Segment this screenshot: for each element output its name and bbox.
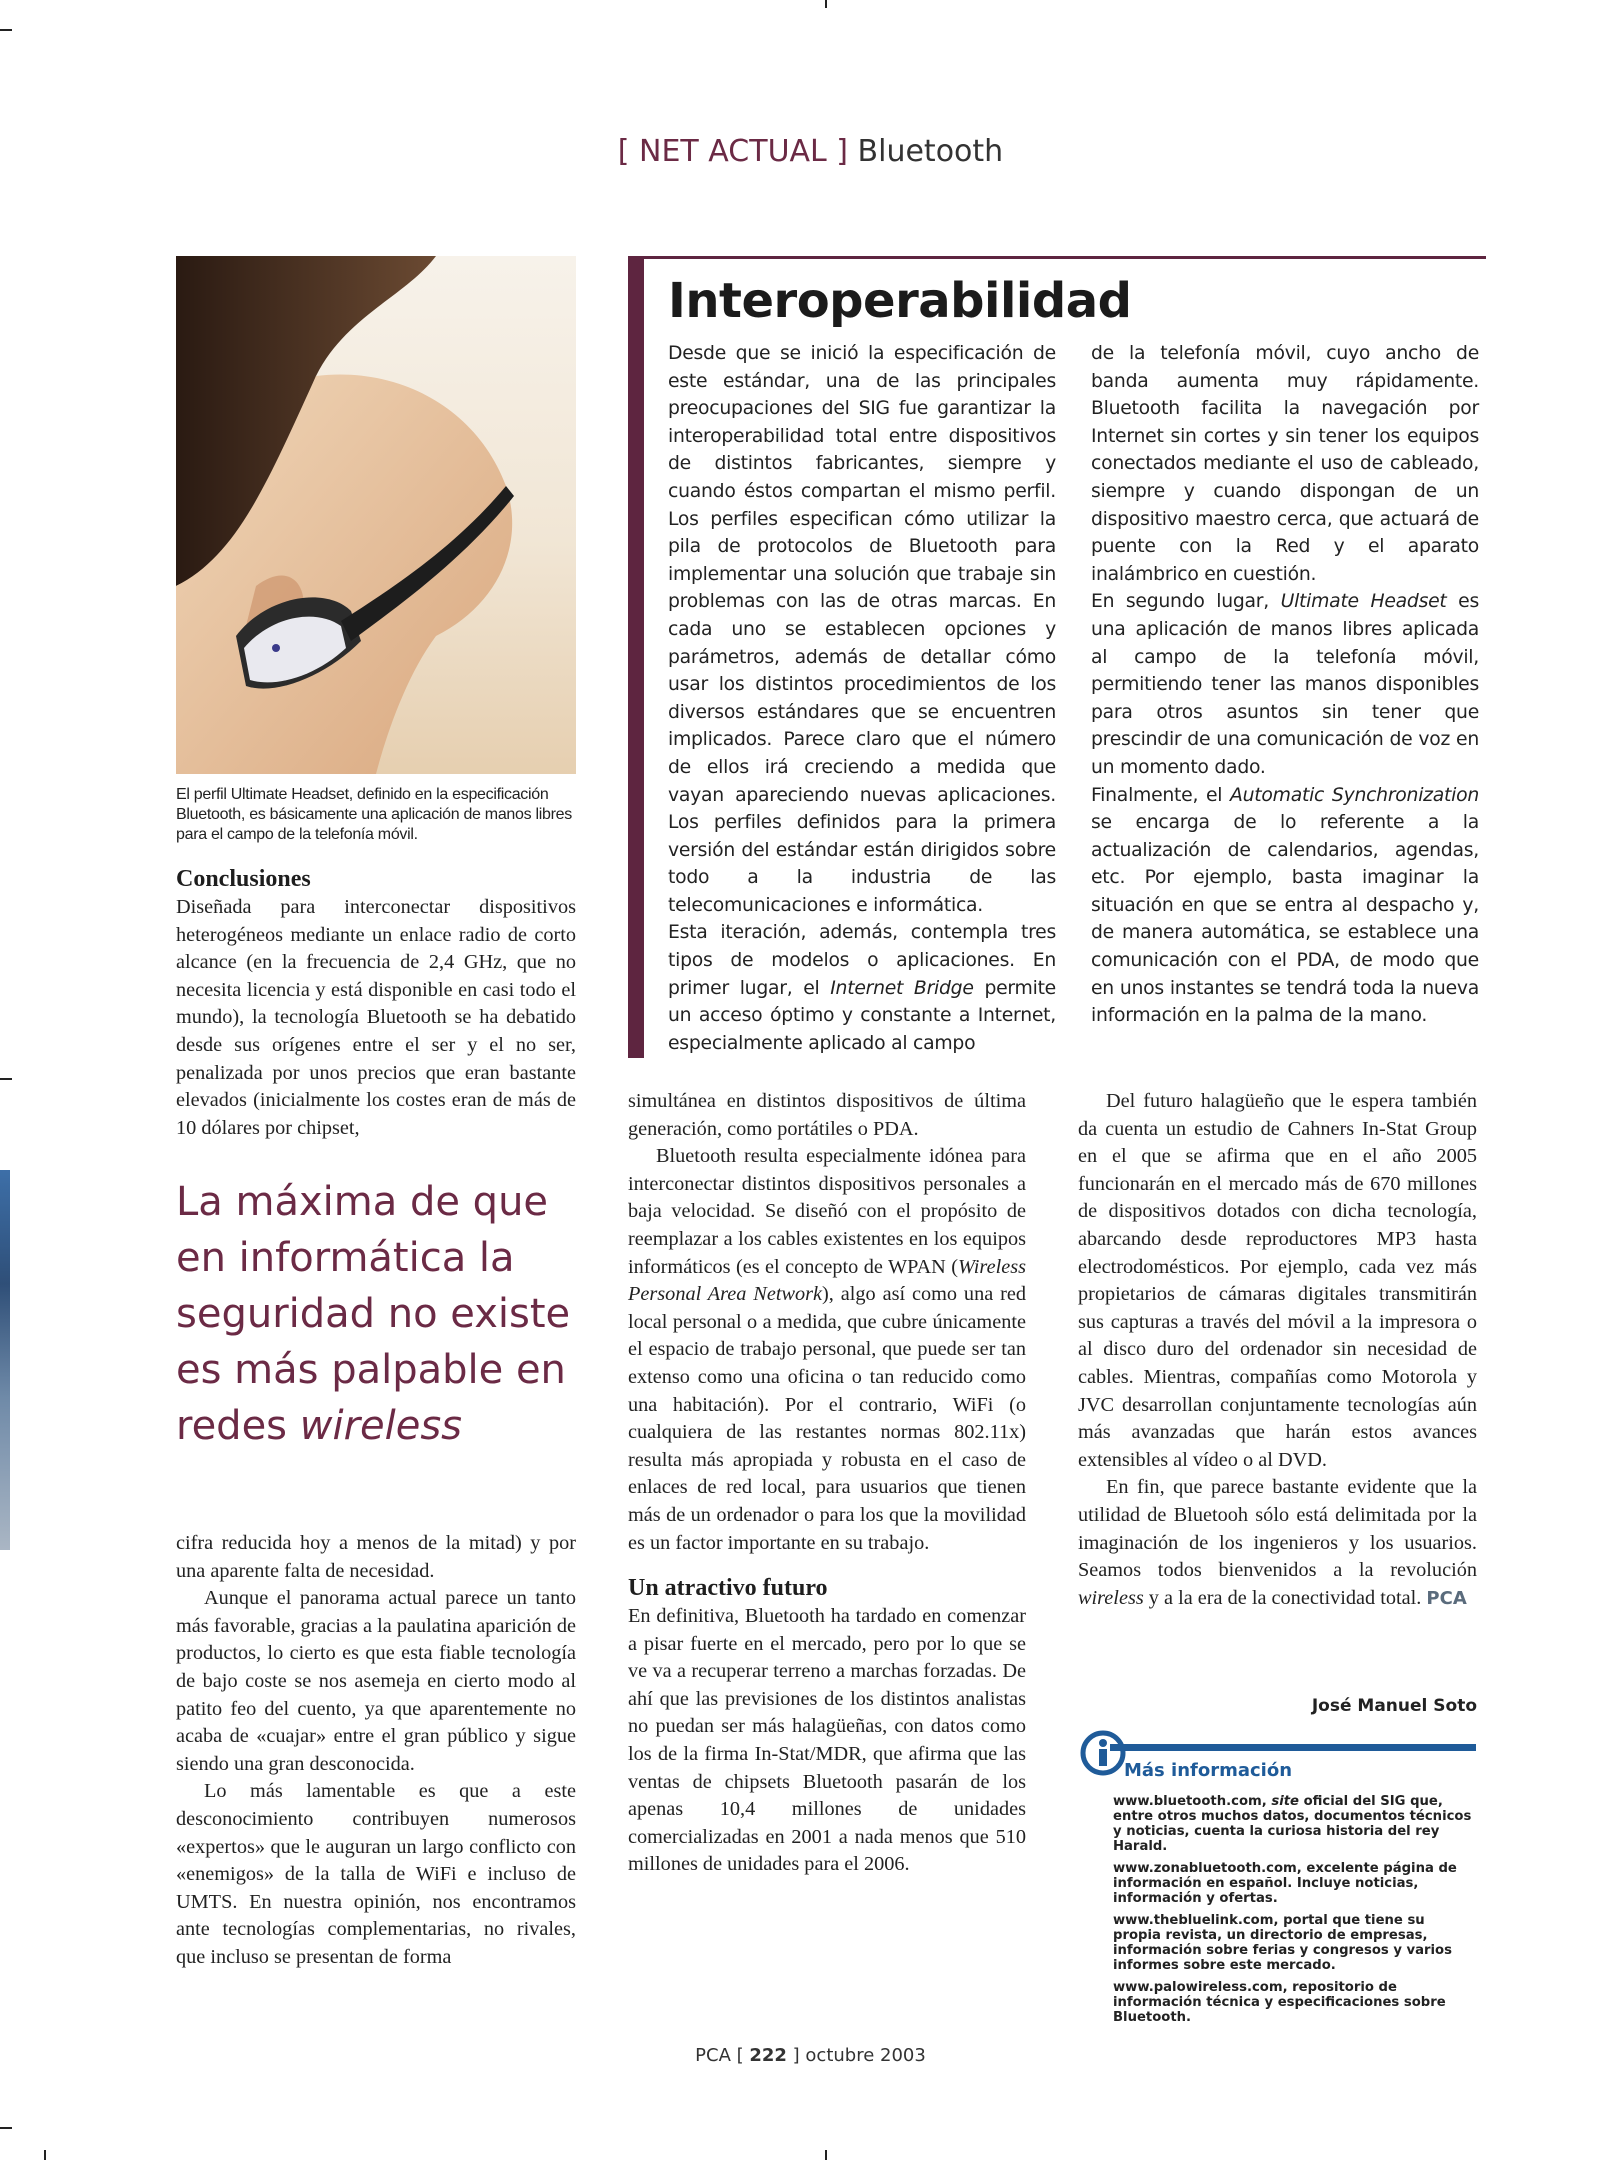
info-box bbox=[1080, 1730, 1126, 1781]
text: es una aplicación de manos libres aplicada al campo de la telefonía móvil, permitiendo tener las manos disponibles para otros asuntos sin tener que prescindir de una comunicación de voz en un momento dado. bbox=[1091, 591, 1480, 778]
futuro-heading: Un atractivo futuro bbox=[628, 1575, 828, 1602]
info-icon bbox=[1080, 1730, 1126, 1776]
section-header bbox=[0, 134, 1621, 169]
paragraph bbox=[1091, 588, 1479, 781]
crop-mark bbox=[0, 29, 12, 31]
footer-magazine: PCA bbox=[695, 2045, 731, 2066]
info-item bbox=[1113, 1794, 1473, 1854]
footer-date: octubre 2003 bbox=[805, 2045, 926, 2066]
end-mark: PCA bbox=[1426, 1587, 1467, 1609]
info-title: Más información bbox=[1124, 1760, 1293, 1781]
text: Bluetooth resulta especialmente idónea para interconectar distintos dispositivos personales a baja velocidad. Se diseñó con el propósito de reemplazar a los cables existentes en los equipos informáticos (es el concepto de WPAN ( bbox=[628, 1145, 1026, 1278]
text: Esta iteración, además, contempla tres tipos de modelos o aplicaciones. En primer lugar, el bbox=[668, 922, 1056, 999]
right-column bbox=[1078, 1088, 1477, 1612]
paragraph bbox=[668, 919, 1056, 1057]
paragraph: simultánea en distintos dispositivos de última generación, como portátiles o PDA. bbox=[628, 1090, 1026, 1140]
section-name: [ NET ACTUAL ] bbox=[617, 134, 848, 169]
text: oficial del SIG que, entre otros muchos datos, documentos técnicos y noticias, cuenta la curiosa historia del rey Harald. bbox=[1113, 1794, 1472, 1854]
paragraph: Aunque el panorama actual parece un tanto más favorable, gracias a la paulatina aparición de productos, lo cierto es que esta fiable tecnología de bajo coste se nos asemeja en cierto modo al patito feo del cuento, ya que aparentemente no acaba de «cuajar» entre el gran público y sigue siendo una gran desconocida. bbox=[176, 1587, 576, 1775]
emphasis: site bbox=[1271, 1794, 1299, 1809]
crop-mark bbox=[825, 0, 827, 8]
text: www.bluetooth.com, bbox=[1113, 1794, 1272, 1809]
crop-mark bbox=[825, 2150, 827, 2160]
emphasis: Wireless Personal Area Network bbox=[628, 1255, 1026, 1306]
crop-mark bbox=[0, 2127, 12, 2129]
author-name: José Manuel Soto bbox=[1311, 1696, 1477, 1716]
pull-quote-text: La máxima de que en informática la seguridad no existe es más palpable en redes bbox=[176, 1179, 571, 1449]
paragraph: Del futuro halagüeño que le espera también da cuenta un estudio de Cahners In-Stat Group en el que se afirma que en el año 2005 funcionarán en el mercado más de 670 millones de dispositivos dotados con dicha tecnología, abarcando desde reproductores MP3 hasta electrodomésticos. Por ejemplo, cada vez más propietarios de cámaras digitales transmitirán sus capturas a través del móvil a la impresora o al disco duro del ordenador sin necesidad de cables. Mientras, compañías como Motorola y JVC desarrollan conjuntamente tecnologías aún más avanzadas que harán estos avances extensibles al vídeo o al DVD. bbox=[1078, 1090, 1477, 1471]
left-column-bottom bbox=[176, 1530, 576, 1972]
paragraph bbox=[1091, 782, 1479, 1030]
headset-photo bbox=[176, 256, 576, 774]
sidebar-title: Interoperabilidad bbox=[668, 273, 1132, 329]
text: En segundo lugar, bbox=[1091, 591, 1281, 613]
emphasis: Internet Bridge bbox=[830, 977, 974, 999]
paragraph: En definitiva, Bluetooth ha tardado en comenzar a pisar fuerte en el mercado, pero por lo que se ve va a recuperar terreno a marchas forzadas. De ahí que las previsiones de los distintos analistas no puedan ser más halagüeñas, con datos como los de la firma In-Stat/MDR, que afirma que las ventas de chipsets Bluetooth pasarán de los apenas 10,4 millones de unidades comercializadas en 2001 a nada menos que 510 millones de unidades para el 2006. bbox=[628, 1605, 1026, 1876]
text: y a la era de la conectividad total. bbox=[1143, 1586, 1427, 1609]
emphasis: Automatic Synchronization bbox=[1230, 784, 1480, 806]
text: ), algo así como una red local personal o a medida, que cubre únicamente el espacio de trabajo personal, que puede ser tan extenso como una oficina o tan reducido como una habitación). Por el contrario, WiFi (o cualquiera de las restantes normas 802.11x) resulta más apropiada y robusta en el caso de enlaces de red local, para usuarios que tienen más de un ordenador o para los que la movilidad es un factor importante en su trabajo. bbox=[628, 1283, 1026, 1554]
text: Finalmente, el bbox=[1091, 784, 1231, 806]
section-topic: Bluetooth bbox=[857, 134, 1004, 169]
paragraph: Lo más lamentable es que a este desconocimiento contribuyen numerosos «expertos» que le auguran un largo conflicto con «enemigos» de la talla de WiFi e incluso de UMTS. En nuestra opinión, nos encontramos ante tecnologías complementarias, no rivales, que incluso se presentan de forma bbox=[176, 1780, 576, 1968]
info-item: www.zonabluetooth.com, excelente página de información en español. Incluye noticias, información y ofertas. bbox=[1113, 1861, 1457, 1906]
info-item: www.palowireless.com, repositorio de información técnica y especificaciones sobre Bluetooth. bbox=[1113, 1980, 1446, 2025]
info-links bbox=[1113, 1794, 1473, 2032]
crop-mark bbox=[44, 2150, 46, 2160]
conclusiones-heading: Conclusiones bbox=[176, 866, 311, 892]
paragraph: Desde que se inició la especificación de este estándar, una de las principales preocupaciones del SIG fue garantizar la interoperabilidad total entre dispositivos de distintos fabricantes, siempre y cuando éstos compartan el mismo perfil. Los perfiles especifican cómo utilizar la pila de protocolos de Bluetooth para implementar una solución que trabaje sin problemas con las de otras marcas. En cada uno se establecen opciones y parámetros, además de detallar cómo usar los distintos procedimientos de los diversos estándares que se encuentren implicados. Parece claro que el número de ellos irá creciendo a medida que vayan apareciendo nuevas aplicaciones. Los perfiles definidos para la primera versión del estándar están dirigidos sobre todo a la industria de las telecomunicaciones e informática. bbox=[668, 343, 1056, 916]
info-rule bbox=[1110, 1744, 1476, 1751]
info-item: www.thebluelink.com, portal que tiene su propia revista, un directorio de empresas, información sobre ferias y congresos y varios informes sobre este mercado. bbox=[1113, 1913, 1452, 1973]
margin-image-fragment bbox=[0, 1170, 10, 1550]
emphasis: wireless bbox=[1078, 1586, 1144, 1609]
paragraph: de la telefonía móvil, cuyo ancho de banda aumenta muy rápidamente. Bluetooth facilita la navegación por Internet sin cortes y sin tener los equipos conectados mediante el uso de cableado, siempre y cuando dispongan de un dispositivo maestro cerca, que actuará de puente con la Red y el aparato inalámbrico en cuestión. bbox=[1091, 343, 1479, 585]
text: se encarga de lo referente a la actualización de calendarios, agendas, etc. Por ejemplo, basta imaginar la situación en que se entra al despacho y, de manera automática, se establece una comunicación con el PDA, de modo que en unos instantes se tendrá toda la nueva información en la palma de la mano. bbox=[1091, 812, 1479, 1027]
headset-illustration bbox=[176, 256, 576, 774]
emphasis: Ultimate Headset bbox=[1280, 591, 1447, 613]
sidebar-column-2 bbox=[1091, 340, 1479, 1030]
pull-quote-emphasis: wireless bbox=[299, 1403, 463, 1449]
sidebar-top-rule bbox=[628, 256, 1486, 259]
pull-quote bbox=[176, 1174, 596, 1454]
photo-caption: El perfil Ultimate Headset, definido en la especificación Bluetooth, es básicamente una aplicación de manos libres para el campo de la telefonía móvil. bbox=[176, 786, 572, 843]
paragraph: cifra reducida hoy a menos de la mitad) y por una aparente falta de necesidad. bbox=[176, 1532, 576, 1582]
page-number: 222 bbox=[749, 2045, 787, 2066]
sidebar-column-1 bbox=[668, 340, 1056, 1057]
conclusiones-text: Diseñada para interconectar dispositivos heterogéneos mediante un enlace radio de corto alcance (en la frecuencia de 2,4 GHz, que no necesita licencia y está disponible en casi todo el mundo), la tecnología Bluetooth se ha debatido desde sus orígenes entre el ser y el no ser, penalizada por unos precios que eran bastante elevados (inicialmente los costes eran de más de 10 dólares por chipset, bbox=[176, 896, 576, 1139]
crop-mark bbox=[0, 1078, 12, 1080]
page-footer: PCA [ 222 ] octubre 2003 bbox=[695, 2045, 926, 2066]
paragraph bbox=[628, 1143, 1026, 1557]
sidebar-accent-bar bbox=[628, 256, 644, 1058]
conclusiones-section bbox=[176, 864, 576, 1142]
middle-column bbox=[628, 1088, 1026, 1879]
paragraph bbox=[1078, 1474, 1477, 1612]
text: permite un acceso óptimo y constante a Internet, especialmente aplicado al campo bbox=[668, 977, 1056, 1054]
text: En fin, que parece bastante evidente que la utilidad de Bluetooh sólo está delimitada por la imaginación de los ingenieros y los usuarios. Seamos todos bienvenidos a la revolución bbox=[1078, 1476, 1477, 1582]
